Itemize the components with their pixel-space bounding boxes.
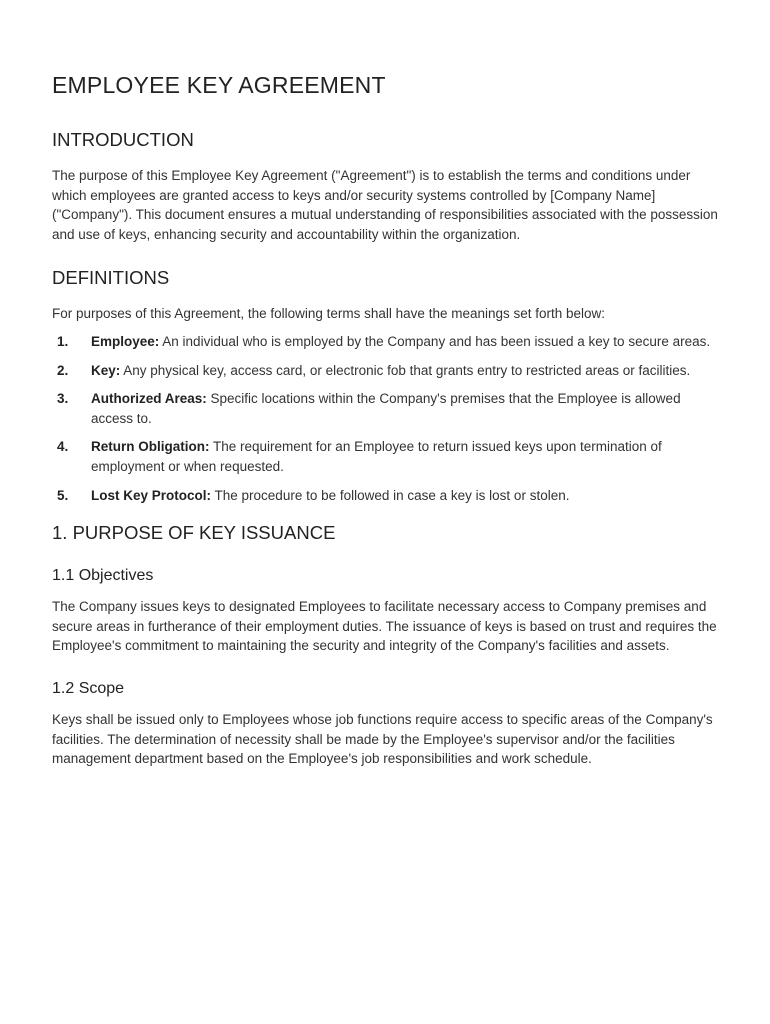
- objectives-heading: 1.1 Objectives: [52, 567, 154, 585]
- definition-term: Return Obligation:: [91, 439, 210, 455]
- definition-text: Any physical key, access card, or electronic fob that grants entry to restricted areas or facilities.: [120, 362, 691, 378]
- definition-text: The procedure to be followed in case a key is lost or stolen.: [211, 487, 570, 503]
- introduction-section: [52, 128, 718, 244]
- definitions-list: [52, 332, 718, 505]
- objectives-subsection: [52, 565, 718, 656]
- definition-number: 4.: [57, 439, 69, 455]
- introduction-text: The purpose of this Employee Key Agreement ("Agreement") is to establish the terms and conditions under which employees are granted access to keys and/or security systems controlled by [Company Name] ("Company"). This document ensures a mutual understanding of responsibilities associated with the possession and use of keys, enhancing security and accountability within the organization.: [52, 168, 718, 242]
- purpose-heading: 1. PURPOSE OF KEY ISSUANCE: [52, 522, 336, 544]
- definition-text: Specific locations within the Company's premises that the Employee is allowed access to.: [91, 391, 681, 426]
- definition-text: An individual who is employed by the Company and has been issued a key to secure areas.: [159, 333, 711, 349]
- document-title: EMPLOYEE KEY AGREEMENT: [52, 72, 386, 98]
- definition-item: [52, 437, 718, 476]
- definition-text: The requirement for an Employee to return issued keys upon termination of employment or when requested.: [91, 439, 662, 474]
- definition-number: 5.: [57, 487, 69, 503]
- introduction-heading: INTRODUCTION: [52, 129, 194, 150]
- definition-number: 3.: [57, 391, 69, 407]
- scope-subsection: [52, 678, 718, 769]
- definition-item: [52, 332, 718, 352]
- definitions-section: [52, 266, 718, 505]
- definitions-heading: DEFINITIONS: [52, 267, 170, 289]
- definition-item: [52, 389, 718, 428]
- definition-item: [52, 361, 718, 381]
- definition-term: Key:: [91, 362, 121, 378]
- definitions-intro: For purposes of this Agreement, the following terms shall have the meanings set forth below:: [52, 306, 606, 322]
- scope-heading: 1.2 Scope: [52, 679, 125, 697]
- definition-term: Lost Key Protocol:: [91, 487, 212, 503]
- definition-number: 2.: [57, 362, 69, 378]
- purpose-section: [52, 521, 718, 769]
- objectives-text: The Company issues keys to designated Employees to facilitate necessary access to Company premises and secure areas in furtherance of their employment duties. The issuance of keys is based on trust and requires the Employee's commitment to maintaining the security and integrity of the Company's facilities and assets.: [52, 599, 717, 654]
- definition-number: 1.: [57, 333, 69, 349]
- definition-item: [52, 486, 718, 506]
- scope-text: Keys shall be issued only to Employees whose job functions require access to specific areas of the Company's facilities. The determination of necessity shall be made by the Employee's supervisor and/or the facilities management department based on the Employee's job responsibilities and work schedule.: [52, 711, 713, 767]
- definition-term: Employee:: [91, 333, 160, 349]
- definition-term: Authorized Areas:: [91, 391, 207, 407]
